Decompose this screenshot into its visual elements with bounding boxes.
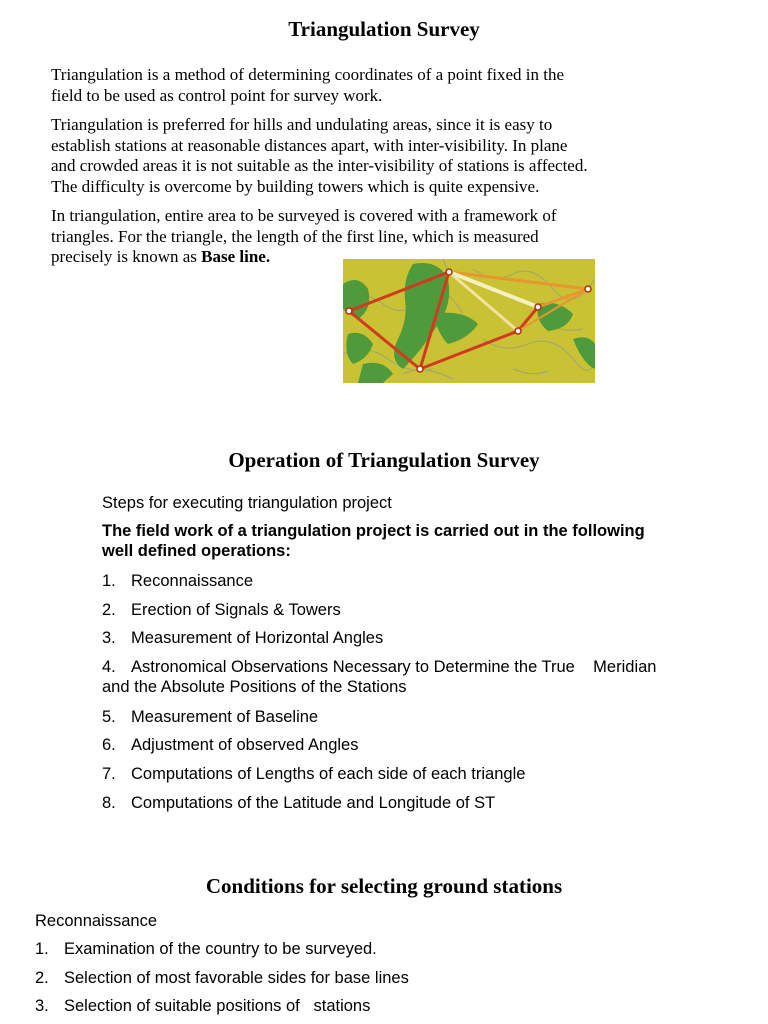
list-item-text: Examination of the country to be surveyed. (64, 940, 377, 958)
list-number: 3. (102, 629, 116, 647)
text-line: triangles. For the triangle, the length of the first line, which is measured (51, 226, 539, 246)
operation-intro: Steps for executing triangulation project (102, 494, 392, 512)
triangulation-map-image (343, 259, 595, 383)
page-title: Triangulation Survey (288, 17, 480, 41)
text-line: well defined operations: (102, 542, 291, 560)
text-line: field to be used as control point for survey work. (51, 85, 383, 105)
station-point (346, 308, 352, 314)
operation-list-item-1 (102, 571, 253, 591)
list-item-continuation: and the Absolute Positions of the Stations (102, 678, 407, 696)
operation-list-item-2 (102, 600, 341, 620)
text-span: precisely is known as (51, 247, 202, 266)
text-line: The field work of a triangulation project is carried out in the following (102, 522, 645, 540)
list-number: 5. (102, 708, 116, 726)
list-item-text: Erection of Signals & Towers (131, 601, 341, 619)
conditions-list-item-3 (35, 996, 370, 1016)
list-item-text: Astronomical Observations Necessary to Determine the True Meridian (131, 658, 657, 676)
operation-list-item-8 (102, 793, 495, 813)
list-item-text: Measurement of Horizontal Angles (131, 629, 384, 647)
list-number: 1. (102, 572, 116, 590)
operation-lead-text (102, 521, 645, 561)
list-number: 2. (35, 969, 49, 987)
text-line: The difficulty is overcome by building towers which is quite expensive. (51, 176, 540, 196)
list-number: 8. (102, 794, 116, 812)
list-item-text: Reconnaissance (131, 572, 253, 590)
conditions-list-item-2 (35, 968, 409, 988)
base-line-term: Base line. (201, 247, 271, 266)
operation-list-item-3 (102, 628, 383, 648)
paragraph-2 (51, 115, 588, 197)
text-line: establish stations at reasonable distances apart, with inter-visibility. In plane (51, 135, 568, 155)
operation-list-item-5 (102, 707, 318, 727)
station-point (417, 366, 423, 372)
list-item-text: Computations of Lengths of each side of each triangle (131, 765, 526, 783)
list-number: 7. (102, 765, 116, 783)
station-point (585, 286, 591, 292)
list-item-text: Selection of most favorable sides for base lines (64, 969, 409, 987)
conditions-intro: Reconnaissance (35, 912, 157, 930)
list-item-text: Measurement of Baseline (131, 708, 319, 726)
station-point (515, 328, 521, 334)
station-point (446, 269, 452, 275)
list-item-text: Computations of the Latitude and Longitude of ST (131, 794, 496, 812)
list-number: 2. (102, 601, 116, 619)
text-line: and crowded areas it is not suitable as the inter-visibility of stations is affected. (51, 156, 588, 175)
list-number: 6. (102, 736, 116, 754)
list-number: 1. (35, 940, 49, 958)
list-item-text: Adjustment of observed Angles (131, 736, 359, 754)
section-title-operation: Operation of Triangulation Survey (228, 448, 540, 472)
text-line: Triangulation is a method of determining coordinates of a point fixed in the (51, 65, 565, 84)
list-number: 4. (102, 658, 116, 676)
conditions-list-item-1 (35, 939, 377, 959)
list-item-text: Selection of suitable positions of stations (64, 997, 371, 1015)
text-line: Triangulation is preferred for hills and undulating areas, since it is easy to (51, 115, 553, 134)
text-line: In triangulation, entire area to be surveyed is covered with a framework of (51, 206, 557, 225)
list-number: 3. (35, 997, 49, 1015)
paragraph-1 (51, 65, 564, 106)
operation-list-item-7 (102, 764, 525, 784)
operation-list-item-4 (102, 657, 656, 697)
section-title-conditions: Conditions for selecting ground stations (205, 874, 563, 898)
operation-list-item-6 (102, 735, 358, 755)
station-point (535, 304, 541, 310)
